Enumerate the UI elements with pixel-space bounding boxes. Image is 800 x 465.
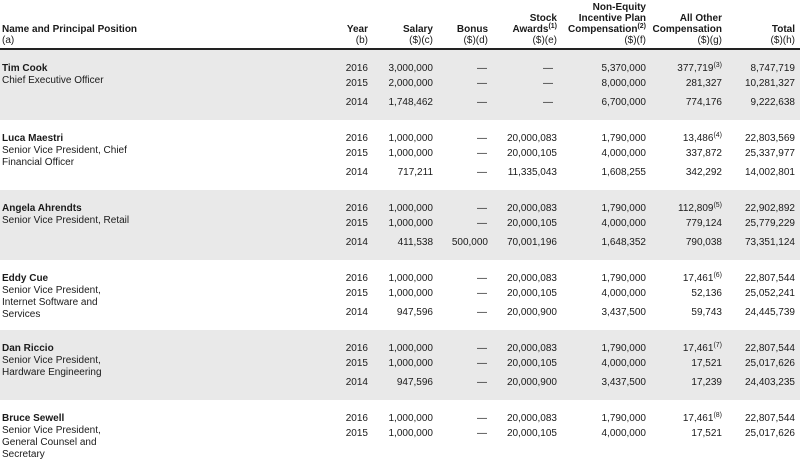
cell-stock: — [543,78,553,89]
header-other-code: ($)(g) [697,35,722,46]
cell-other [650,342,722,355]
header-bonus-code: ($)(d) [463,35,488,46]
header-stock-code: ($)(e) [532,35,557,46]
person-name: Bruce Sewell [2,413,65,424]
cell-total: 25,017,626 [744,358,795,369]
cell-other: 342,292 [685,167,722,178]
cell-bonus: — [477,273,487,284]
other-value: 17,461 [682,343,714,354]
cell-total: 22,902,892 [744,203,795,214]
person-name: Dan Riccio [2,343,54,354]
cell-bonus: — [477,78,487,89]
header-name-code: (a) [2,35,15,46]
cell-bonus: — [477,148,487,159]
person-name: Angela Ahrendts [2,203,82,214]
cell-total: 14,002,801 [744,167,795,178]
header-salary-code: ($)(c) [409,35,433,46]
other-value: 377,719 [677,63,714,74]
header-salary-title: Salary [402,24,433,35]
header-stock-line1: Stock [529,13,557,24]
cell-salary: 1,000,000 [388,428,433,439]
cell-bonus: — [477,428,487,439]
header-name-title: Name and Principal Position [2,24,138,35]
cell-year: 2015 [345,428,368,439]
cell-nonequity: 1,608,255 [601,167,646,178]
cell-salary: 947,596 [396,377,433,388]
header-other-line1: All Other [679,13,722,24]
cell-other [650,62,722,75]
cell-salary: 717,211 [397,167,433,178]
header-nonequity [558,2,646,46]
cell-other: 790,038 [685,237,722,248]
cell-year: 2015 [345,288,368,299]
header-name [2,24,137,46]
cell-salary: 1,000,000 [388,218,433,229]
cell-year: 2016 [345,273,368,284]
header-nonequity-code: ($)(f) [624,35,646,46]
header-other-line2: Compensation [652,24,722,35]
cell-nonequity: 4,000,000 [601,218,646,229]
cell-bonus: — [477,307,487,318]
header-other [650,13,722,46]
person-title: Chief Executive Officer [2,75,104,86]
cell-total: 24,445,739 [744,307,795,318]
cell-total: 73,351,124 [744,237,795,248]
cell-nonequity: 6,700,000 [601,97,646,108]
cell-bonus: — [477,358,487,369]
cell-year: 2015 [345,78,368,89]
header-total-title: Total [771,24,795,35]
person-title: Senior Vice President, Retail [2,215,130,226]
cell-bonus: — [477,343,487,354]
cell-bonus: — [477,218,487,229]
header-year-code: (b) [355,35,368,46]
cell-year: 2014 [345,97,368,108]
footnote-ref: (5) [713,202,722,209]
person-title: Senior Vice President, Internet Software and Services [2,285,101,320]
cell-nonequity: 4,000,000 [601,428,646,439]
cell-stock: 20,000,105 [506,428,557,439]
header-year [330,24,368,46]
footnote-ref: (6) [713,272,722,279]
cell-bonus: — [477,97,487,108]
cell-bonus: — [477,167,487,178]
cell-year: 2014 [345,307,368,318]
cell-salary: 411,538 [397,237,433,248]
cell-salary: 3,000,000 [388,63,433,74]
cell-stock: — [543,63,553,74]
other-value: 17,461 [682,413,714,424]
cell-nonequity: 1,790,000 [601,203,646,214]
cell-nonequity: 5,370,000 [601,63,646,74]
header-nonequity-line1: Non-Equity [592,2,646,13]
cell-salary: 1,000,000 [388,203,433,214]
footnote-ref: (8) [713,412,722,419]
cell-bonus: — [477,63,487,74]
header-bonus-title: Bonus [456,24,488,35]
cell-total: 24,403,235 [744,377,795,388]
header-total [740,24,795,46]
cell-nonequity: 1,790,000 [601,273,646,284]
header-salary [380,24,433,46]
cell-other: 281,327 [685,78,722,89]
cell-salary: 1,000,000 [388,288,433,299]
cell-total: 22,803,569 [744,133,795,144]
header-total-code: ($)(h) [770,35,795,46]
cell-salary: 1,000,000 [388,413,433,424]
cell-total: 22,807,544 [744,343,795,354]
cell-other: 59,743 [691,307,722,318]
person-name: Tim Cook [2,63,48,74]
person-name: Luca Maestri [2,133,64,144]
cell-nonequity: 1,648,352 [601,237,646,248]
cell-salary: 1,000,000 [388,133,433,144]
cell-total: 8,747,719 [750,63,795,74]
cell-year: 2015 [345,148,368,159]
header-nonequity-note: (2) [637,23,646,30]
cell-year: 2016 [345,343,368,354]
cell-total: 25,779,229 [744,218,795,229]
footnote-ref: (7) [713,342,722,349]
cell-total: 22,807,544 [744,413,795,424]
cell-nonequity: 1,790,000 [601,413,646,424]
cell-year: 2015 [345,218,368,229]
header-stock [495,13,557,46]
cell-nonequity: 8,000,000 [601,78,646,89]
cell-other: 337,872 [685,148,722,159]
cell-stock: 70,001,196 [506,237,557,248]
cell-year: 2014 [345,377,368,388]
cell-stock: 20,000,083 [506,133,557,144]
cell-nonequity: 3,437,500 [601,307,646,318]
cell-bonus: — [477,377,487,388]
cell-nonequity: 1,790,000 [601,133,646,144]
cell-other [650,132,722,145]
cell-total: 25,017,626 [744,428,795,439]
cell-total: 22,807,544 [744,273,795,284]
cell-other: 17,521 [691,358,722,369]
cell-bonus: — [477,133,487,144]
cell-stock: 20,000,105 [506,288,557,299]
other-value: 13,486 [682,133,714,144]
cell-total: 9,222,638 [750,97,795,108]
cell-total: 10,281,327 [744,78,795,89]
cell-nonequity: 1,790,000 [601,343,646,354]
cell-stock: 11,335,043 [507,167,557,178]
other-value: 112,809 [678,203,714,214]
header-year-title: Year [346,24,368,35]
cell-stock: 20,000,083 [506,343,557,354]
cell-other [650,412,722,425]
cell-stock: 20,000,083 [506,203,557,214]
header-stock-note: (1) [548,23,557,30]
person-title: Senior Vice President, Chief Financial Officer [2,145,127,168]
person-name: Eddy Cue [2,273,49,284]
header-nonequity-line3: Compensation [567,24,638,35]
cell-stock: 20,000,900 [506,377,557,388]
person-title: Senior Vice President, Hardware Engineering [2,355,102,378]
header-nonequity-line2: Incentive Plan [578,13,646,24]
cell-year: 2016 [345,203,368,214]
cell-bonus: — [477,203,487,214]
cell-bonus: — [477,413,487,424]
cell-salary: 1,000,000 [388,273,433,284]
cell-other: 774,176 [685,97,722,108]
cell-other [650,272,722,285]
footnote-ref: (3) [713,62,722,69]
cell-year: 2016 [345,63,368,74]
other-value: 17,461 [682,273,714,284]
cell-salary: 2,000,000 [388,78,433,89]
cell-salary: 1,000,000 [388,148,433,159]
cell-stock: 20,000,105 [506,218,557,229]
cell-salary: 1,748,462 [388,97,433,108]
cell-stock: 20,000,105 [506,358,557,369]
cell-year: 2016 [345,413,368,424]
cell-stock: 20,000,900 [506,307,557,318]
cell-year: 2014 [345,237,368,248]
cell-salary: 1,000,000 [388,358,433,369]
cell-other [650,202,722,215]
cell-stock: 20,000,083 [506,273,557,284]
cell-total: 25,052,241 [744,288,795,299]
cell-salary: 1,000,000 [388,343,433,354]
cell-year: 2014 [345,167,368,178]
cell-year: 2015 [345,358,368,369]
footnote-ref: (4) [713,132,722,139]
cell-other: 17,521 [691,428,722,439]
cell-nonequity: 4,000,000 [601,358,646,369]
cell-year: 2016 [345,133,368,144]
cell-stock: 20,000,083 [506,413,557,424]
header-stock-line2: Awards [512,24,549,35]
cell-stock: 20,000,105 [506,148,557,159]
cell-bonus: 500,000 [451,237,488,248]
cell-other: 52,136 [691,288,722,299]
cell-nonequity: 4,000,000 [601,148,646,159]
cell-nonequity: 4,000,000 [601,288,646,299]
cell-bonus: — [477,288,487,299]
person-title: Senior Vice President, General Counsel and Secretary [2,425,101,460]
cell-salary: 947,596 [396,307,433,318]
cell-total: 25,337,977 [744,148,795,159]
header-bonus [440,24,488,46]
cell-other: 779,124 [685,218,722,229]
cell-other: 17,239 [691,377,722,388]
cell-nonequity: 3,437,500 [601,377,646,388]
cell-stock: — [543,97,553,108]
